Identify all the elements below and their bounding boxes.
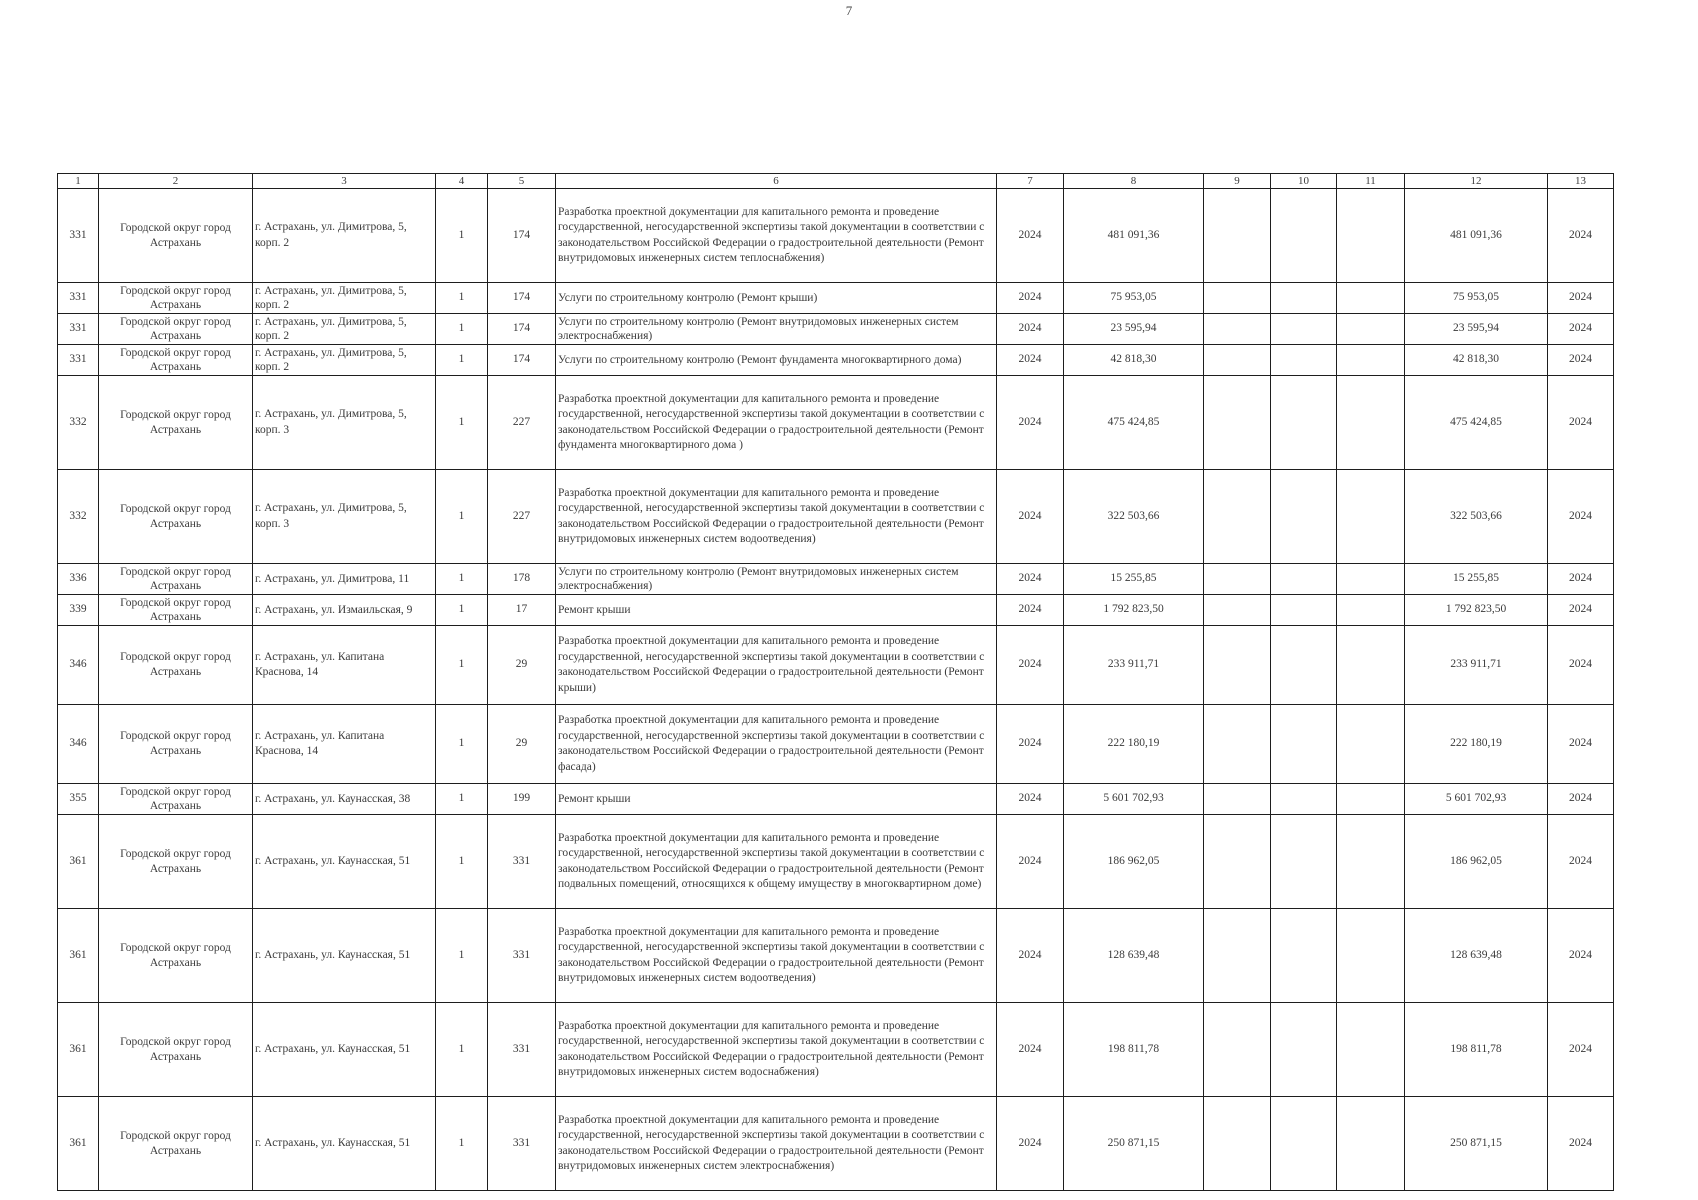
column-header: 8 <box>1064 174 1204 189</box>
year-cell: 2024 <box>997 314 1064 345</box>
cost-cell: 322 503,66 <box>1064 470 1204 564</box>
column-header: 9 <box>1204 174 1271 189</box>
work-type-cell: Ремонт крыши <box>556 595 997 626</box>
col5-cell: 17 <box>488 595 556 626</box>
municipality-cell: Городской округ город Астрахань <box>99 595 253 626</box>
col4-cell: 1 <box>436 470 488 564</box>
cost-cell: 42 818,30 <box>1064 345 1204 376</box>
row-number-cell: 332 <box>58 376 99 470</box>
col11-cell <box>1337 470 1405 564</box>
column-header: 11 <box>1337 174 1405 189</box>
completion-year-cell: 2024 <box>1548 1097 1614 1191</box>
cost-cell: 233 911,71 <box>1064 626 1204 705</box>
col11-cell <box>1337 283 1405 314</box>
year-cell: 2024 <box>997 1003 1064 1097</box>
cost-cell: 15 255,85 <box>1064 564 1204 595</box>
col5-cell: 174 <box>488 345 556 376</box>
row-number-cell: 346 <box>58 626 99 705</box>
col11-cell <box>1337 376 1405 470</box>
total-cost-cell: 481 091,36 <box>1405 189 1548 283</box>
municipality-cell: Городской округ город Астрахань <box>99 909 253 1003</box>
municipality-cell: Городской округ город Астрахань <box>99 189 253 283</box>
work-type-cell: Ремонт крыши <box>556 784 997 815</box>
municipality-cell: Городской округ город Астрахань <box>99 815 253 909</box>
completion-year-cell: 2024 <box>1548 815 1614 909</box>
col9-cell <box>1204 376 1271 470</box>
col10-cell <box>1271 470 1337 564</box>
col9-cell <box>1204 189 1271 283</box>
total-cost-cell: 75 953,05 <box>1405 283 1548 314</box>
address-cell: г. Астрахань, ул. Капитана Краснова, 14 <box>253 705 436 784</box>
completion-year-cell: 2024 <box>1548 564 1614 595</box>
work-type-cell: Услуги по строительному контролю (Ремонт внутридомовых инженерных систем электроснабжения) <box>556 314 997 345</box>
column-header: 3 <box>253 174 436 189</box>
column-header: 1 <box>58 174 99 189</box>
cost-cell: 75 953,05 <box>1064 283 1204 314</box>
municipality-cell: Городской округ город Астрахань <box>99 1003 253 1097</box>
year-cell: 2024 <box>997 1097 1064 1191</box>
address-cell: г. Астрахань, ул. Димитрова, 5, корп. 2 <box>253 283 436 314</box>
year-cell: 2024 <box>997 376 1064 470</box>
col5-cell: 331 <box>488 815 556 909</box>
table-row <box>58 1003 1614 1097</box>
col11-cell <box>1337 705 1405 784</box>
column-header: 12 <box>1405 174 1548 189</box>
col5-cell: 331 <box>488 1003 556 1097</box>
total-cost-cell: 222 180,19 <box>1405 705 1548 784</box>
completion-year-cell: 2024 <box>1548 909 1614 1003</box>
address-cell: г. Астрахань, ул. Капитана Краснова, 14 <box>253 626 436 705</box>
col11-cell <box>1337 595 1405 626</box>
completion-year-cell: 2024 <box>1548 626 1614 705</box>
year-cell: 2024 <box>997 595 1064 626</box>
municipality-cell: Городской округ город Астрахань <box>99 784 253 815</box>
total-cost-cell: 42 818,30 <box>1405 345 1548 376</box>
col10-cell <box>1271 1003 1337 1097</box>
table-row <box>58 626 1614 705</box>
completion-year-cell: 2024 <box>1548 189 1614 283</box>
address-cell: г. Астрахань, ул. Димитрова, 5, корп. 2 <box>253 314 436 345</box>
col4-cell: 1 <box>436 784 488 815</box>
column-header: 6 <box>556 174 997 189</box>
col4-cell: 1 <box>436 189 488 283</box>
col4-cell: 1 <box>436 376 488 470</box>
col10-cell <box>1271 314 1337 345</box>
address-cell: г. Астрахань, ул. Каунасская, 51 <box>253 1097 436 1191</box>
col10-cell <box>1271 909 1337 1003</box>
col5-cell: 227 <box>488 376 556 470</box>
year-cell: 2024 <box>997 626 1064 705</box>
year-cell: 2024 <box>997 564 1064 595</box>
address-cell: г. Астрахань, ул. Каунасская, 38 <box>253 784 436 815</box>
col9-cell <box>1204 595 1271 626</box>
row-number-cell: 339 <box>58 595 99 626</box>
row-number-cell: 355 <box>58 784 99 815</box>
row-number-cell: 346 <box>58 705 99 784</box>
col11-cell <box>1337 1097 1405 1191</box>
row-number-cell: 361 <box>58 1003 99 1097</box>
col4-cell: 1 <box>436 909 488 1003</box>
address-cell: г. Астрахань, ул. Каунасская, 51 <box>253 1003 436 1097</box>
col11-cell <box>1337 909 1405 1003</box>
table-row <box>58 314 1614 345</box>
work-type-cell: Услуги по строительному контролю (Ремонт внутридомовых инженерных систем электроснабжения) <box>556 564 997 595</box>
col4-cell: 1 <box>436 626 488 705</box>
completion-year-cell: 2024 <box>1548 376 1614 470</box>
municipality-cell: Городской округ город Астрахань <box>99 705 253 784</box>
address-cell: г. Астрахань, ул. Измаильская, 9 <box>253 595 436 626</box>
cost-cell: 198 811,78 <box>1064 1003 1204 1097</box>
completion-year-cell: 2024 <box>1548 705 1614 784</box>
work-type-cell: Разработка проектной документации для капитального ремонта и проведение государственной, негосударственной экспертизы такой документации в соответствии с законодательством Российской Федерации о градостроительной деятельности (Ремонт внутридомовых инженерных систем водоотведения) <box>556 909 997 1003</box>
completion-year-cell: 2024 <box>1548 595 1614 626</box>
cost-cell: 222 180,19 <box>1064 705 1204 784</box>
address-cell: г. Астрахань, ул. Димитрова, 5, корп. 2 <box>253 189 436 283</box>
col10-cell <box>1271 784 1337 815</box>
total-cost-cell: 1 792 823,50 <box>1405 595 1548 626</box>
year-cell: 2024 <box>997 189 1064 283</box>
table-row <box>58 595 1614 626</box>
capital-repair-table <box>57 173 1614 1191</box>
row-number-cell: 331 <box>58 345 99 376</box>
col10-cell <box>1271 595 1337 626</box>
cost-cell: 475 424,85 <box>1064 376 1204 470</box>
total-cost-cell: 186 962,05 <box>1405 815 1548 909</box>
total-cost-cell: 5 601 702,93 <box>1405 784 1548 815</box>
col4-cell: 1 <box>436 1097 488 1191</box>
table-row <box>58 1097 1614 1191</box>
col9-cell <box>1204 784 1271 815</box>
cost-cell: 23 595,94 <box>1064 314 1204 345</box>
col9-cell <box>1204 909 1271 1003</box>
table-row <box>58 564 1614 595</box>
year-cell: 2024 <box>997 345 1064 376</box>
column-number-row <box>58 174 1614 189</box>
table-row <box>58 376 1614 470</box>
col5-cell: 174 <box>488 314 556 345</box>
column-header: 10 <box>1271 174 1337 189</box>
col10-cell <box>1271 283 1337 314</box>
col11-cell <box>1337 626 1405 705</box>
municipality-cell: Городской округ город Астрахань <box>99 564 253 595</box>
cost-cell: 128 639,48 <box>1064 909 1204 1003</box>
year-cell: 2024 <box>997 784 1064 815</box>
completion-year-cell: 2024 <box>1548 283 1614 314</box>
completion-year-cell: 2024 <box>1548 1003 1614 1097</box>
row-number-cell: 331 <box>58 189 99 283</box>
col4-cell: 1 <box>436 564 488 595</box>
col9-cell <box>1204 283 1271 314</box>
work-type-cell: Разработка проектной документации для капитального ремонта и проведение государственной, негосударственной экспертизы такой документации в соответствии с законодательством Российской Федерации о градостроительной деятельности (Ремонт фасада) <box>556 705 997 784</box>
total-cost-cell: 322 503,66 <box>1405 470 1548 564</box>
col11-cell <box>1337 314 1405 345</box>
work-type-cell: Разработка проектной документации для капитального ремонта и проведение государственной, негосударственной экспертизы такой документации в соответствии с законодательством Российской Федерации о градостроительной деятельности (Ремонт внутридомовых инженерных систем водоотведения) <box>556 470 997 564</box>
col4-cell: 1 <box>436 705 488 784</box>
page-number: 7 <box>845 3 853 18</box>
col9-cell <box>1204 815 1271 909</box>
table-row <box>58 815 1614 909</box>
col5-cell: 199 <box>488 784 556 815</box>
col9-cell <box>1204 626 1271 705</box>
col9-cell <box>1204 564 1271 595</box>
col11-cell <box>1337 564 1405 595</box>
total-cost-cell: 198 811,78 <box>1405 1003 1548 1097</box>
table-row <box>58 909 1614 1003</box>
work-type-cell: Разработка проектной документации для капитального ремонта и проведение государственной, негосударственной экспертизы такой документации в соответствии с законодательством Российской Федерации о градостроительной деятельности (Ремонт крыши) <box>556 626 997 705</box>
col4-cell: 1 <box>436 345 488 376</box>
row-number-cell: 336 <box>58 564 99 595</box>
municipality-cell: Городской округ город Астрахань <box>99 470 253 564</box>
year-cell: 2024 <box>997 470 1064 564</box>
col9-cell <box>1204 1003 1271 1097</box>
col9-cell <box>1204 1097 1271 1191</box>
work-type-cell: Разработка проектной документации для капитального ремонта и проведение государственной, негосударственной экспертизы такой документации в соответствии с законодательством Российской Федерации о градостроительной деятельности (Ремонт подвальных помещений, относящихся к общему имуществу в многоквартирном доме) <box>556 815 997 909</box>
total-cost-cell: 250 871,15 <box>1405 1097 1548 1191</box>
col9-cell <box>1204 705 1271 784</box>
cost-cell: 5 601 702,93 <box>1064 784 1204 815</box>
completion-year-cell: 2024 <box>1548 470 1614 564</box>
completion-year-cell: 2024 <box>1548 345 1614 376</box>
work-type-cell: Разработка проектной документации для капитального ремонта и проведение государственной, негосударственной экспертизы такой документации в соответствии с законодательством Российской Федерации о градостроительной деятельности (Ремонт внутридомовых инженерных систем электроснабжения) <box>556 1097 997 1191</box>
work-type-cell: Услуги по строительному контролю (Ремонт крыши) <box>556 283 997 314</box>
col10-cell <box>1271 705 1337 784</box>
table-body <box>58 189 1614 1191</box>
col9-cell <box>1204 345 1271 376</box>
col10-cell <box>1271 815 1337 909</box>
row-number-cell: 332 <box>58 470 99 564</box>
cost-cell: 481 091,36 <box>1064 189 1204 283</box>
col11-cell <box>1337 1003 1405 1097</box>
col10-cell <box>1271 1097 1337 1191</box>
year-cell: 2024 <box>997 815 1064 909</box>
year-cell: 2024 <box>997 283 1064 314</box>
cost-cell: 1 792 823,50 <box>1064 595 1204 626</box>
table-row <box>58 784 1614 815</box>
col5-cell: 29 <box>488 705 556 784</box>
row-number-cell: 331 <box>58 283 99 314</box>
table-row <box>58 189 1614 283</box>
work-type-cell: Разработка проектной документации для капитального ремонта и проведение государственной, негосударственной экспертизы такой документации в соответствии с законодательством Российской Федерации о градостроительной деятельности (Ремонт внутридомовых инженерных систем теплоснабжения) <box>556 189 997 283</box>
cost-cell: 250 871,15 <box>1064 1097 1204 1191</box>
address-cell: г. Астрахань, ул. Димитрова, 5, корп. 3 <box>253 376 436 470</box>
address-cell: г. Астрахань, ул. Каунасская, 51 <box>253 815 436 909</box>
col5-cell: 174 <box>488 283 556 314</box>
col10-cell <box>1271 376 1337 470</box>
municipality-cell: Городской округ город Астрахань <box>99 376 253 470</box>
row-number-cell: 361 <box>58 815 99 909</box>
year-cell: 2024 <box>997 909 1064 1003</box>
col10-cell <box>1271 189 1337 283</box>
column-header: 13 <box>1548 174 1614 189</box>
col4-cell: 1 <box>436 1003 488 1097</box>
row-number-cell: 361 <box>58 1097 99 1191</box>
col5-cell: 331 <box>488 1097 556 1191</box>
col5-cell: 29 <box>488 626 556 705</box>
col10-cell <box>1271 564 1337 595</box>
address-cell: г. Астрахань, ул. Каунасская, 51 <box>253 909 436 1003</box>
col11-cell <box>1337 784 1405 815</box>
address-cell: г. Астрахань, ул. Димитрова, 5, корп. 2 <box>253 345 436 376</box>
total-cost-cell: 233 911,71 <box>1405 626 1548 705</box>
municipality-cell: Городской округ город Астрахань <box>99 626 253 705</box>
completion-year-cell: 2024 <box>1548 314 1614 345</box>
col9-cell <box>1204 470 1271 564</box>
col5-cell: 227 <box>488 470 556 564</box>
address-cell: г. Астрахань, ул. Димитрова, 11 <box>253 564 436 595</box>
work-type-cell: Разработка проектной документации для капитального ремонта и проведение государственной, негосударственной экспертизы такой документации в соответствии с законодательством Российской Федерации о градостроительной деятельности (Ремонт фундамента многоквартирного дома ) <box>556 376 997 470</box>
address-cell: г. Астрахань, ул. Димитрова, 5, корп. 3 <box>253 470 436 564</box>
municipality-cell: Городской округ город Астрахань <box>99 314 253 345</box>
column-header: 2 <box>99 174 253 189</box>
municipality-cell: Городской округ город Астрахань <box>99 283 253 314</box>
column-header: 5 <box>488 174 556 189</box>
cost-cell: 186 962,05 <box>1064 815 1204 909</box>
row-number-cell: 361 <box>58 909 99 1003</box>
total-cost-cell: 475 424,85 <box>1405 376 1548 470</box>
col11-cell <box>1337 815 1405 909</box>
municipality-cell: Городской округ город Астрахань <box>99 1097 253 1191</box>
total-cost-cell: 23 595,94 <box>1405 314 1548 345</box>
column-header: 4 <box>436 174 488 189</box>
col11-cell <box>1337 345 1405 376</box>
table-row <box>58 345 1614 376</box>
total-cost-cell: 15 255,85 <box>1405 564 1548 595</box>
column-header: 7 <box>997 174 1064 189</box>
col5-cell: 331 <box>488 909 556 1003</box>
col4-cell: 1 <box>436 815 488 909</box>
col10-cell <box>1271 626 1337 705</box>
total-cost-cell: 128 639,48 <box>1405 909 1548 1003</box>
col9-cell <box>1204 314 1271 345</box>
col11-cell <box>1337 189 1405 283</box>
table-row <box>58 283 1614 314</box>
table-row <box>58 705 1614 784</box>
work-type-cell: Услуги по строительному контролю (Ремонт фундамента многоквартирного дома) <box>556 345 997 376</box>
year-cell: 2024 <box>997 705 1064 784</box>
col5-cell: 178 <box>488 564 556 595</box>
col5-cell: 174 <box>488 189 556 283</box>
completion-year-cell: 2024 <box>1548 784 1614 815</box>
table-row <box>58 470 1614 564</box>
col10-cell <box>1271 345 1337 376</box>
municipality-cell: Городской округ город Астрахань <box>99 345 253 376</box>
row-number-cell: 331 <box>58 314 99 345</box>
col4-cell: 1 <box>436 283 488 314</box>
col4-cell: 1 <box>436 595 488 626</box>
col4-cell: 1 <box>436 314 488 345</box>
work-type-cell: Разработка проектной документации для капитального ремонта и проведение государственной, негосударственной экспертизы такой документации в соответствии с законодательством Российской Федерации о градостроительной деятельности (Ремонт внутридомовых инженерных систем водоснабжения) <box>556 1003 997 1097</box>
